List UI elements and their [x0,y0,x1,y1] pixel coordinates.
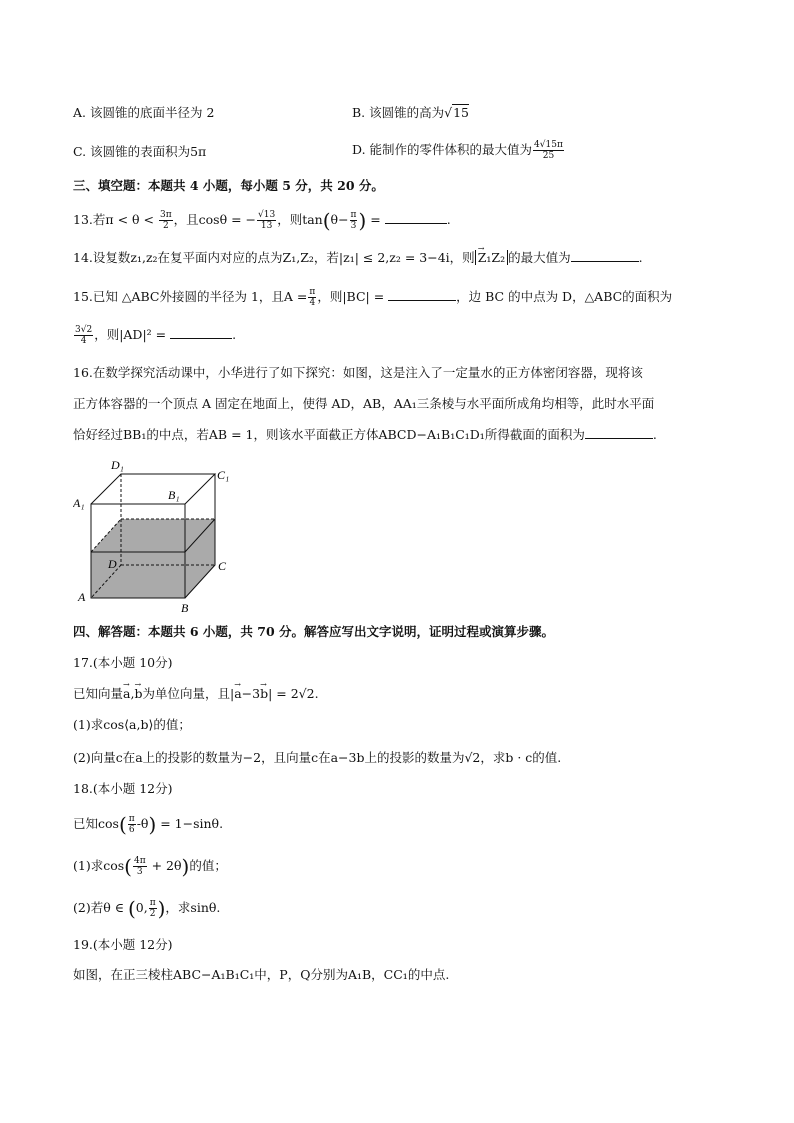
label-b1: B₁ [168,488,180,502]
answer-blank [170,326,232,339]
question-17-stem: 已知向量→ a,→ b为单位向量，且|→ a−3→ b| = 2√2. [73,685,319,703]
answer-blank [388,288,456,301]
question-19-stem: 如图，在正三棱柱ABC−A₁B₁C₁中，P，Q分别为A₁B，CC₁的中点. [73,967,450,982]
cube-diagram [73,455,243,615]
answer-blank [385,211,447,224]
question-18-stem: 已知cos( $\frac{\pi}{6}$ -θ) = 1−sinθ. [73,812,224,837]
question-18-part1: (1)求cos( $\frac{4\pi}{3}$ + 2θ)的值； [73,854,227,879]
label-a1: A₁ [73,496,85,510]
question-18-title: 18.(本小题 12分) [73,781,173,796]
question-16-line2: 正方体容器的一个顶点 A 固定在地面上，使得 AD，AB，AA₁三条棱与水平面所成角均相等，此时水平面 [73,396,655,411]
option-b: B. 该圆锥的高为√15 [352,105,470,120]
option-c: C. 该圆锥的表面积为5π [73,144,207,159]
label-d1: D₁ [111,458,124,472]
label-b: B [181,601,189,615]
label-d: D [108,557,117,571]
label-a: A [78,590,86,604]
question-17-part1: (1)求cos⟨a,b⟩的值； [73,717,191,732]
question-18-part2: (2)若θ ∈ (0, $\frac{\pi}{2}$ )，求sinθ. [73,896,221,921]
answer-blank [571,249,639,262]
cube-top-face [91,474,215,504]
question-16-line3: 恰好经过BB₁的中点，若AB = 1，则该水平面截正方体ABCD−A₁B₁C₁D₁所得截面的面积为 . [73,427,657,442]
option-a: A. 该圆锥的底面半径为 2 [73,105,215,120]
section-fill-heading: 三、填空题：本题共 4 小题，每小题 5 分，共 20 分。 [73,178,384,193]
question-17-part2: (2)向量c在a上的投影的数量为−2，且向量c在a−3b上的投影的数量为√2，求b · c的值. [73,750,562,765]
question-14: 14.设复数z₁,z₂在复平面内对应的点为Z₁,Z₂，若|z₁| ≤ 2,z₂ = 3−4i，则→ Z₁Z₂ 的最大值为 . [73,249,643,267]
label-c1: C₁ [217,468,230,482]
question-17-title: 17.(本小题 10分) [73,655,173,670]
question-15-line1: 15.已知 △ABC外接圆的半径为 1，且A = $\frac{\pi}{4}$ ，则|BC| = ，边 BC 的中点为 D，△ABC的面积为 [73,287,673,308]
question-16-line1: 16.在数学探究活动课中，小华进行了如下探究：如图，这是注入了一定量水的正方体密闭容器，现将该 [73,365,643,380]
cube-figure [73,455,243,615]
label-c: C [218,559,227,573]
answer-blank [585,426,653,439]
question-19-title: 19.(本小题 12分) [73,937,173,952]
question-13: 13.若π < θ < $\frac{3\pi}{2}$ ，且cosθ = − $\frac{√13}{13}$ ，则tan(θ− $\frac{\pi}{3}$ ) = . [73,208,451,233]
option-d: D. 能制作的零件体积的最大值为 $\frac{4√15\pi}{25}$ [352,140,563,161]
section-answer-heading: 四、解答题：本题共 6 小题，共 70 分。解答应写出文字说明，证明过程或演算步骤。 [73,624,555,639]
question-15-line2: $\frac{3√2}{4}$ ，则|AD|² = . [75,325,237,346]
